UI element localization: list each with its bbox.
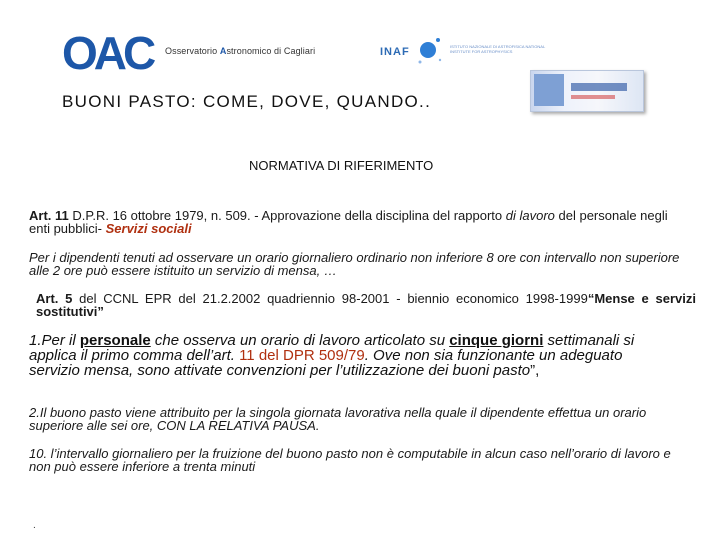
point2-paragraph: 2.Il buono pasto viene attribuito per la singola giornata lavorativa nella quale il dipendente effettua un orario superiore alle sei ore, CON LA RELATIVA PAUSA. bbox=[29, 405, 647, 433]
oac-logo-text: OAC bbox=[62, 27, 153, 79]
page-title: BUONI PASTO: COME, DOVE, QUANDO.. bbox=[62, 92, 432, 111]
inaf-logo-text: INAF bbox=[380, 46, 410, 58]
inaf-star-icon bbox=[416, 36, 444, 66]
inaf-logo-subtitle: ISTITUTO NAZIONALE DI ASTROFISICA NATIONAL INSTITUTE FOR ASTROPHYSICS bbox=[450, 44, 546, 54]
mensa-paragraph: Per i dipendenti tenuti ad osservare un orario giornaliero ordinario non inferiore 8 ore con intervallo non superiore alle 2 ore può essere istituito un servizio di mensa, … bbox=[29, 250, 680, 278]
oac-logo-subtitle: Osservatorio Astronomico di Cagliari bbox=[165, 46, 316, 56]
oac-logo bbox=[62, 27, 316, 79]
section-subtitle: NORMATIVA DI RIFERIMENTO bbox=[249, 158, 434, 173]
art11-paragraph: Art. 11 D.P.R. 16 ottobre 1979, n. 509. - Approvazione della disciplina del rapporto di lavoro del personale negli enti pubblici- Servizi sociali bbox=[29, 208, 668, 236]
point1-paragraph: 1.Per il personale che osserva un orario di lavoro articolato su cinque giorni settimanali si applica il primo comma dell’art. 11 del DPR 509/79. Ove non sia funzionante un adeguato servizio mensa, sono attivate convenzioni per l’utilizzazione dei buoni pasto”, bbox=[29, 332, 635, 379]
point10-paragraph: 10. l’intervallo giornaliero per la fruizione del buono pasto non è computabile in alcun caso nell’orario di lavoro e non può essere inferiore a trenta minuti bbox=[29, 446, 671, 474]
art5-paragraph: Art. 5 del CCNL EPR del 21.2.2002 quadriennio 98-2001 - biennio economico 1998-1999“Mense e servizi sostitutivi” bbox=[36, 291, 696, 319]
meal-voucher-image bbox=[530, 70, 644, 112]
footer-dot: . bbox=[33, 520, 36, 531]
inaf-logo bbox=[380, 34, 546, 70]
